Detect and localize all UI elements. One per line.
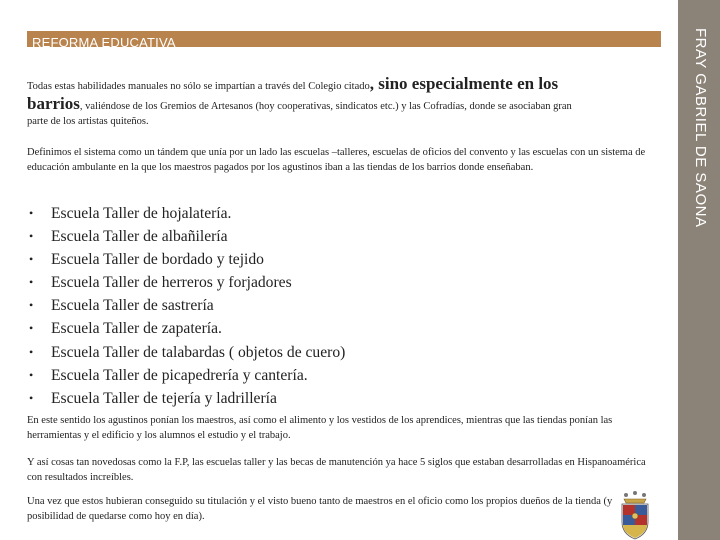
- vertical-title: FRAY GABRIEL DE SAONA: [692, 28, 709, 228]
- bullet-icon: •: [29, 344, 34, 359]
- list-item: • Escuela Taller de tejería y ladrillería: [27, 387, 345, 410]
- bullet-icon: •: [29, 275, 34, 290]
- intro-text-1: Todas estas habilidades manuales no sólo se impartían a través del Colegio citado: [27, 81, 370, 92]
- list-item: • Escuela Taller de hojalatería.: [27, 202, 345, 225]
- bullet-icon: •: [29, 390, 34, 405]
- intro-emphasis-2: barrios: [27, 94, 80, 113]
- bullet-icon: •: [29, 206, 34, 220]
- intro-emphasis-1: , sino especialmente en los: [369, 74, 559, 93]
- bullet-icon: •: [29, 229, 34, 244]
- list-item: • Escuela Taller de talabardas ( objetos de cuero): [27, 341, 345, 364]
- list-item: • Escuela Taller de albañilería: [27, 225, 345, 248]
- intro-text-3: parte de los artistas quiteños.: [27, 116, 149, 127]
- definition-paragraph: Definimos el sistema como un tándem que unía por un lado las escuelas –talleres, escuelas de oficios del convento y las escuelas con un sistema de educación ambulante en la que los maestros pagados por los agustinos iban a las tiendas de los barrios donde enseñaban.: [27, 147, 646, 173]
- schools-list: [27, 202, 345, 410]
- list-item: • Escuela Taller de zapatería.: [27, 317, 345, 340]
- intro-text-2: , valiéndose de los Gremios de Artesanos (hoy cooperativas, sindicatos etc.) y las Cofradías, donde se asociaban gran: [79, 101, 572, 112]
- list-item: • Escuela Taller de picapedrería y cantería.: [27, 364, 345, 387]
- bullet-icon: •: [29, 252, 34, 267]
- coat-of-arms-icon: [612, 488, 658, 540]
- paragraph-graduation: Una vez que estos hubieran conseguido su titulación y el visto bueno tanto de maestros en el oficio como los propios dueños de la tienda (y posibilidad de quedarse como hoy en día).: [27, 496, 613, 522]
- slide-title: REFORMA EDUCATIVA: [32, 36, 176, 47]
- list-item: • Escuela Taller de sastrería: [27, 294, 345, 317]
- intro-paragraph: [27, 76, 661, 129]
- paragraph-novelties: Y así cosas tan novedosas como la F.P, las escuelas taller y las becas de manutención ya hace 5 siglos que estaban desarrolladas en Hispanoamérica con resultados increíbles.: [27, 457, 646, 483]
- bullet-icon: •: [29, 321, 34, 336]
- bullet-icon: •: [29, 367, 34, 382]
- bullet-icon: •: [29, 298, 34, 313]
- paragraph-teachers: En este sentido los agustinos ponían los maestros, así como el alimento y los vestidos de los aprendices, mientras que las tiendas ponían las herramientas y el edificio y los alumnos el estudio y el trabajo.: [27, 415, 613, 441]
- list-item: • Escuela Taller de bordado y tejido: [27, 248, 345, 271]
- list-item: • Escuela Taller de herreros y forjadores: [27, 271, 345, 294]
